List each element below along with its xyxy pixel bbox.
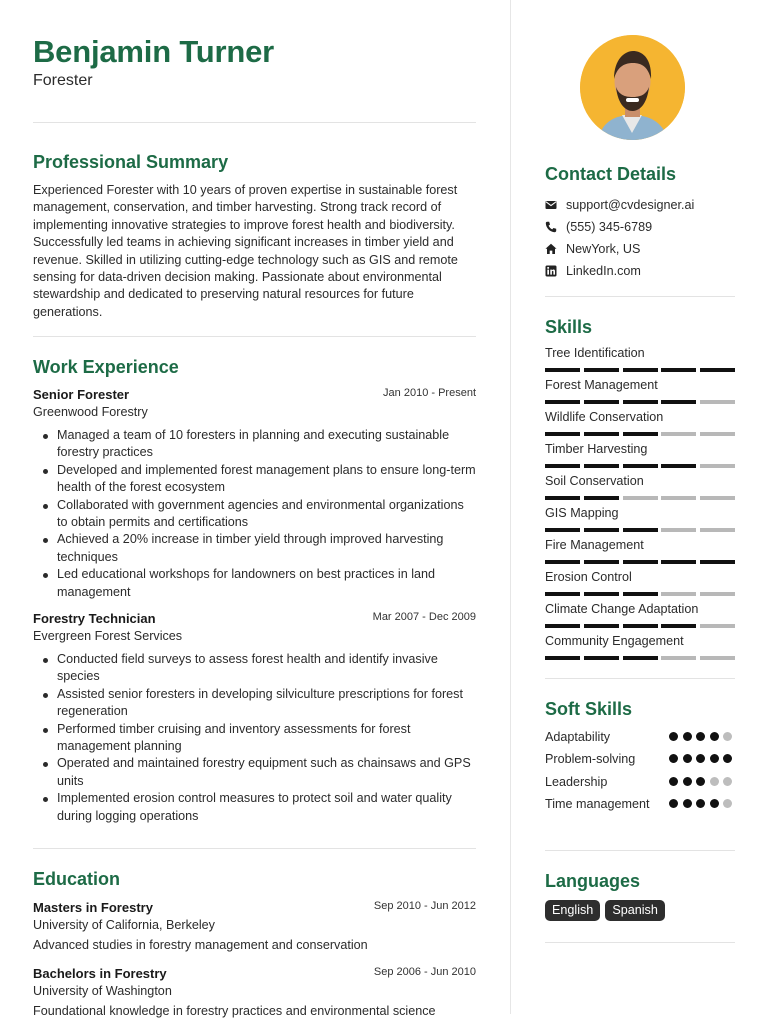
soft-skills-title: Soft Skills [545, 699, 633, 719]
rating-dot [669, 799, 678, 808]
skill-level-bar [545, 464, 735, 468]
skill-level-bar [545, 592, 735, 596]
skill-level-segment [584, 656, 619, 660]
job-bullet: Implemented erosion control measures to protect soil and water quality during logging operations [57, 790, 476, 825]
skill-level-bar [545, 560, 735, 564]
skill-level-segment [545, 560, 580, 564]
job-bullet: Collaborated with government agencies and environmental organizations to obtain permits and certifications [57, 497, 476, 532]
job-bullet: Performed timber cruising and inventory assessments for forest management planning [57, 721, 476, 756]
skill-level-segment [584, 464, 619, 468]
rating-dot [710, 799, 719, 808]
skill-level-segment [584, 624, 619, 628]
skill-item [545, 602, 735, 634]
education-date: Sep 2010 - Jun 2012 [373, 900, 476, 912]
skill-level-segment [545, 496, 580, 500]
skill-level-segment [661, 592, 696, 596]
contact-linkedin-text: LinkedIn.com [566, 264, 641, 278]
education-entry [33, 899, 476, 952]
languages-divider [545, 942, 735, 943]
skill-level-segment [545, 464, 580, 468]
job-bullet: Developed and implemented forest management plans to ensure long-term health of the forest ecosystem [57, 462, 476, 497]
contact-location [545, 241, 735, 263]
skill-level-bar [545, 624, 735, 628]
skill-level-bar [545, 496, 735, 500]
soft-skills-divider [545, 850, 735, 851]
skill-name: Soil Conservation [545, 474, 644, 488]
rating-dot [710, 732, 719, 741]
soft-skill-item [545, 751, 735, 774]
job-entry [33, 610, 476, 825]
soft-skill-name: Time management [545, 797, 650, 811]
skill-name: Erosion Control [545, 570, 632, 584]
rating-dot [723, 754, 732, 763]
skill-level-segment [623, 560, 658, 564]
home-icon [545, 243, 557, 255]
linkedin-icon [545, 265, 557, 277]
contact-phone-text: (555) 345-6789 [566, 220, 653, 234]
skill-level-segment [623, 624, 658, 628]
job-org: Evergreen Forest Services [33, 629, 183, 643]
skill-item [545, 410, 735, 442]
skill-level-segment [661, 624, 696, 628]
skill-level-segment [661, 464, 696, 468]
phone-icon [545, 221, 557, 233]
work-divider [33, 848, 476, 849]
skill-level-segment [623, 400, 658, 404]
skill-level-segment [700, 432, 735, 436]
skill-item [545, 346, 735, 378]
skill-name: Timber Harvesting [545, 442, 648, 456]
skill-level-segment [661, 432, 696, 436]
rating-dot [669, 754, 678, 763]
skill-level-segment [545, 624, 580, 628]
skill-name: Community Engagement [545, 634, 684, 648]
skills-divider [545, 678, 735, 679]
skill-level-segment [661, 496, 696, 500]
skill-level-segment [623, 496, 658, 500]
school-name: University of Washington [33, 984, 172, 998]
skill-item [545, 506, 735, 538]
skill-level-segment [700, 560, 735, 564]
skill-level-segment [545, 656, 580, 660]
skill-level-segment [700, 624, 735, 628]
soft-skill-item [545, 729, 735, 751]
summary-divider [33, 336, 476, 337]
school-name: University of California, Berkeley [33, 918, 215, 932]
skill-level-segment [700, 656, 735, 660]
skill-level-segment [545, 400, 580, 404]
skill-level-bar [545, 432, 735, 436]
contact-linkedin[interactable] [545, 263, 735, 285]
candidate-role: Forester [33, 72, 93, 89]
skill-level-bar [545, 656, 735, 660]
rating-dot [723, 732, 732, 741]
skill-level-segment [700, 464, 735, 468]
skill-name: Climate Change Adaptation [545, 602, 699, 616]
skill-level-segment [545, 368, 580, 372]
rating-dot [683, 777, 692, 786]
skill-level-bar [545, 368, 735, 372]
rating-dot [696, 732, 705, 741]
job-bullets [33, 427, 476, 601]
skill-item [545, 634, 735, 666]
skill-level-segment [545, 432, 580, 436]
skill-item [545, 538, 735, 570]
soft-skill-name: Adaptability [545, 730, 611, 744]
skill-name: Fire Management [545, 538, 644, 552]
skills-list [545, 346, 735, 666]
skill-name: Forest Management [545, 378, 658, 392]
skill-level-segment [661, 528, 696, 532]
soft-skill-item [545, 796, 735, 832]
job-bullet: Managed a team of 10 foresters in planning and executing sustainable forestry practices [57, 427, 476, 462]
soft-skill-name: Leadership [545, 775, 608, 789]
skill-item [545, 570, 735, 602]
skill-item [545, 378, 735, 410]
rating-dot [710, 777, 719, 786]
avatar [580, 35, 685, 140]
job-title: Forestry Technician [33, 611, 156, 626]
skill-level-segment [623, 656, 658, 660]
job-date: Jan 2010 - Present [383, 387, 476, 399]
skills-title: Skills [545, 317, 593, 337]
rating-dot [683, 799, 692, 808]
job-org: Greenwood Forestry [33, 405, 148, 419]
skill-name: GIS Mapping [545, 506, 619, 520]
job-entry [33, 386, 476, 601]
rating-dot [710, 754, 719, 763]
skill-level-segment [700, 592, 735, 596]
skill-level-segment [623, 368, 658, 372]
contact-title: Contact Details [545, 164, 677, 184]
skill-level-segment [584, 528, 619, 532]
rating-dot [683, 754, 692, 763]
job-bullet: Operated and maintained forestry equipment such as chainsaws and GPS units [57, 755, 476, 790]
contact-location-text: NewYork, US [566, 242, 641, 256]
job-bullet: Achieved a 20% increase in timber yield through improved harvesting techniques [57, 531, 476, 566]
skill-level-segment [661, 368, 696, 372]
candidate-name: Benjamin Turner [33, 34, 275, 69]
languages-title: Languages [545, 871, 641, 891]
skill-level-segment [584, 496, 619, 500]
skill-level-segment [584, 400, 619, 404]
education-date: Sep 2006 - Jun 2010 [373, 966, 476, 978]
profile-photo [580, 35, 685, 140]
skill-level-segment [623, 432, 658, 436]
summary-title: Professional Summary [33, 152, 229, 172]
soft-skill-name: Problem-solving [545, 752, 636, 766]
education-desc: Advanced studies in forestry management and conservation [33, 938, 368, 952]
skill-level-bar [545, 400, 735, 404]
rating-dot [669, 732, 678, 741]
job-title: Senior Forester [33, 387, 130, 402]
language-badge: English [545, 900, 600, 921]
skill-level-segment [584, 592, 619, 596]
skill-level-segment [545, 592, 580, 596]
rating-dot [696, 777, 705, 786]
job-bullet: Led educational workshops for landowners on best practices in land management [57, 566, 476, 601]
language-badge: Spanish [605, 900, 665, 921]
contact-email[interactable] [545, 197, 735, 219]
skill-level-segment [623, 464, 658, 468]
skill-item [545, 474, 735, 506]
rating-dot [669, 777, 678, 786]
degree-title: Bachelors in Forestry [33, 966, 167, 981]
header-divider [33, 122, 476, 123]
work-title: Work Experience [33, 357, 179, 377]
degree-title: Masters in Forestry [33, 900, 153, 915]
soft-skill-item [545, 774, 735, 796]
skill-level-segment [661, 400, 696, 404]
contact-divider [545, 296, 735, 297]
skill-level-segment [545, 528, 580, 532]
rating-dot [723, 799, 732, 808]
languages-list [545, 900, 670, 921]
skill-level-segment [700, 528, 735, 532]
soft-skills-list [545, 729, 735, 832]
skill-level-segment [584, 368, 619, 372]
contact-list [545, 197, 735, 285]
education-entry [33, 965, 476, 1018]
skill-level-segment [584, 560, 619, 564]
envelope-icon [545, 199, 557, 211]
skill-level-segment [700, 368, 735, 372]
job-bullet: Assisted senior foresters in developing silviculture prescriptions for forest regeneration [57, 686, 476, 721]
skill-level-bar [545, 528, 735, 532]
skill-level-segment [700, 496, 735, 500]
skill-level-segment [584, 432, 619, 436]
skill-name: Wildlife Conservation [545, 410, 664, 424]
job-bullet: Conducted field surveys to assess forest health and identify invasive species [57, 651, 476, 686]
education-title: Education [33, 869, 121, 889]
contact-phone[interactable] [545, 219, 735, 241]
skill-level-segment [661, 656, 696, 660]
rating-dot [696, 754, 705, 763]
contact-email-text: support@cvdesigner.ai [566, 198, 695, 212]
skill-level-segment [623, 528, 658, 532]
job-bullets [33, 651, 476, 825]
skill-level-segment [700, 400, 735, 404]
summary-text: Experienced Forester with 10 years of proven expertise in sustainable forest management, conservation, and timber harvesting. Strong track record of implementing innovative strategies to improve forest health and biodiversity. Successfully led teams in achieving significant increases in timber yield and revenue. Skilled in utilizing cutting-edge technology such as GIS and remote sensing for data-driven decision making. Passionate about environmental stewardship and dedicated to preserving natural resources for future generations. [33, 183, 458, 319]
job-date: Mar 2007 - Dec 2009 [372, 611, 476, 623]
education-desc: Foundational knowledge in forestry practices and environmental science [33, 1004, 436, 1018]
rating-dot [696, 799, 705, 808]
skill-name: Tree Identification [545, 346, 645, 360]
column-divider [510, 0, 511, 1014]
skill-level-segment [661, 560, 696, 564]
skill-item [545, 442, 735, 474]
skill-level-segment [623, 592, 658, 596]
rating-dot [723, 777, 732, 786]
rating-dot [683, 732, 692, 741]
